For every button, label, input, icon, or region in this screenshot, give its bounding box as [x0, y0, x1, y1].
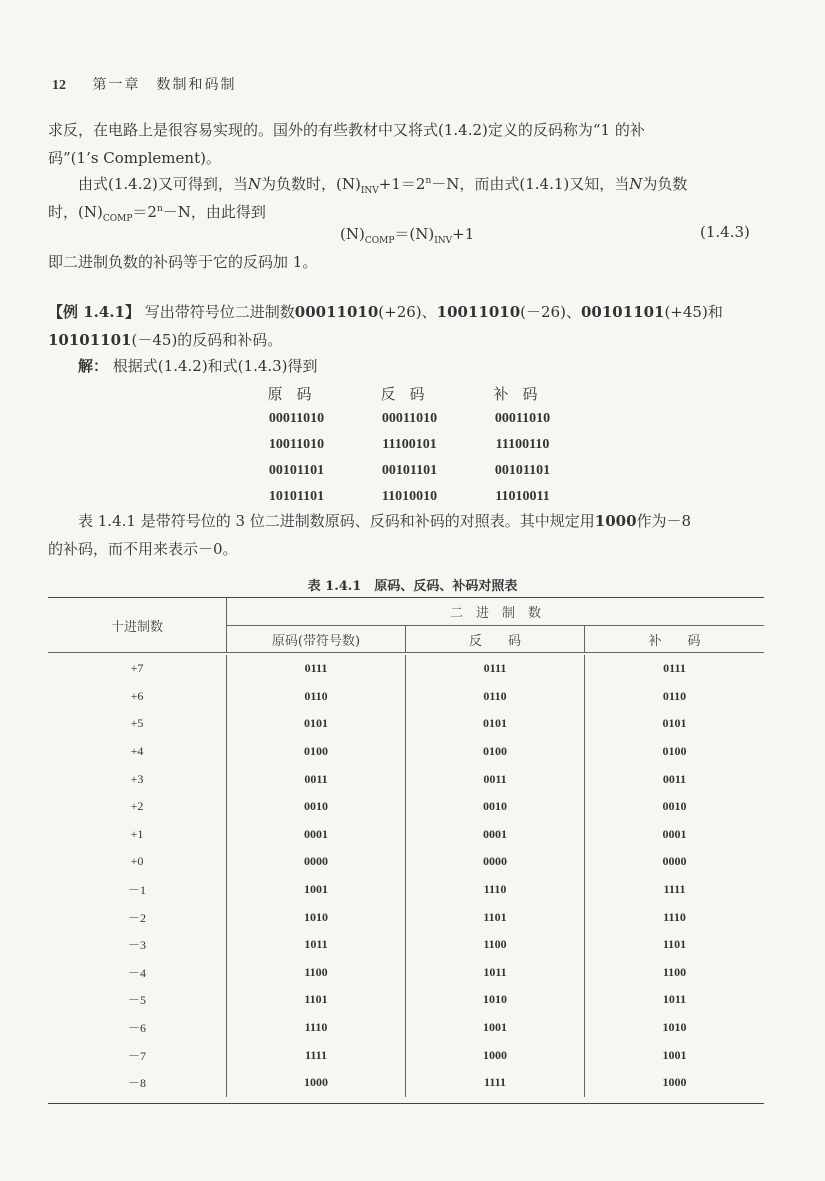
table-cell-binary: 0101 [662, 716, 687, 731]
example-table-cell: 11100101 [382, 437, 437, 452]
binary-number: 00011010 [294, 303, 379, 321]
table-cell-decimal: +5 [48, 710, 227, 738]
table-cell-decimal: －4 [48, 959, 227, 987]
paragraph-4: 即二进制负数的补码等于它的反码加 1。 [48, 253, 318, 271]
subscript-inv: INV [360, 186, 379, 196]
table-cell-binary: 0000 [662, 854, 687, 869]
table-cell-binary: 0011 [662, 771, 687, 786]
table-cell-binary: 1001 [662, 1047, 687, 1062]
paragraph-1 [48, 116, 768, 172]
table-cell-decimal: －7 [48, 1041, 227, 1069]
equation-number: (1.4.3) [700, 223, 750, 241]
text-run: 为负数时，(N) [261, 175, 361, 193]
table-cell-binary: 0101 [406, 710, 585, 738]
paragraph-5 [48, 507, 768, 535]
subscript-inv: INV [434, 236, 453, 246]
table-body [48, 652, 764, 1103]
example-table-cell: 00101101 [494, 463, 551, 478]
table-cell-decimal: +7 [48, 655, 227, 683]
example-header-cell: 原码 [267, 384, 326, 403]
table-cell-binary: 1101 [406, 903, 585, 931]
header-twos-complement: 补 码 [648, 633, 701, 649]
text-run: (+45)和 [664, 303, 723, 321]
table-cell-binary: 1100 [227, 959, 406, 987]
solution-label: 解： [78, 357, 109, 375]
table-cell-binary: 0111 [406, 655, 585, 683]
example-table-row [240, 406, 580, 432]
table-cell-binary: 0111 [227, 655, 406, 683]
table-cell-binary: 0000 [227, 848, 406, 876]
example-table-row [240, 432, 580, 458]
table-cell-binary: 0100 [227, 738, 406, 766]
table-cell-binary: 0110 [227, 683, 406, 711]
table-cell-binary: 1111 [663, 882, 686, 897]
table-cell-binary: 1110 [406, 876, 585, 904]
text-run: +1＝2 [378, 175, 426, 193]
paragraph-6: 的补码，而不用来表示－0。 [48, 540, 238, 558]
table-cell-binary: 0110 [662, 688, 687, 703]
running-head [52, 74, 236, 94]
table-cell-binary: 1010 [406, 986, 585, 1014]
binary-number: 1000 [594, 512, 637, 530]
header-subcolumns [227, 626, 764, 652]
table-cell-binary: 1000 [406, 1041, 585, 1069]
table-cell-decimal: －6 [48, 1014, 227, 1042]
example-table-cell: 00101101 [268, 463, 325, 478]
example-table-cell: 11010011 [495, 489, 550, 504]
table-cell-binary: 0000 [406, 848, 585, 876]
table-cell-decimal: －3 [48, 931, 227, 959]
table-cell-binary: 1011 [227, 931, 406, 959]
table-cell-binary: 0111 [663, 661, 686, 676]
table-cell-binary: 0011 [406, 765, 585, 793]
solution [48, 352, 768, 380]
header-binary: 二 进 制 数 [227, 598, 764, 626]
text-run: (－45)的反码和补码。 [131, 331, 283, 349]
text-run: 写出带符号位二进制数 [144, 303, 295, 321]
header-ones-complement: 反 码 [406, 626, 585, 652]
table-cell-binary: 0001 [662, 826, 687, 841]
table-cell-binary: 0110 [406, 683, 585, 711]
superscript-n: n [156, 204, 163, 214]
page-number: 12 [52, 78, 66, 93]
table-cell-decimal: +0 [48, 848, 227, 876]
text-run: ＝(N) [394, 225, 435, 243]
comparison-table [48, 597, 764, 1104]
table-cell-binary: 1010 [227, 903, 406, 931]
table-cell-binary: 0010 [662, 799, 687, 814]
table-cell-binary: 0101 [227, 710, 406, 738]
table-cell-binary: 1110 [227, 1014, 406, 1042]
table-cell-decimal: －8 [48, 1069, 227, 1097]
table-cell-binary: 1101 [662, 937, 687, 952]
example-table-cell: 00101101 [381, 463, 438, 478]
table-cell-binary: 1001 [406, 1014, 585, 1042]
example-table-cell: 00011010 [268, 411, 325, 426]
var-n: N [247, 175, 261, 193]
example-header-cell: 补码 [493, 384, 552, 403]
binary-number: 10011010 [436, 303, 521, 321]
text-run: 为负数 [642, 175, 688, 193]
example-table-header [240, 380, 580, 406]
table-cell-binary: 0001 [227, 821, 406, 849]
table-cell-binary: 0100 [406, 738, 585, 766]
table-header [48, 598, 764, 652]
table-caption: 表 1.4.1 原码、反码、补码对照表 [307, 579, 518, 594]
superscript-n: n [425, 176, 432, 186]
example-table-cell: 11010010 [381, 489, 438, 504]
text-run: 表 1.4.1 是带符号位的 3 位二进制数原码、反码和补码的对照表。其中规定用 [78, 512, 595, 530]
example-label: 【例 1.4.1】 [48, 303, 140, 321]
binary-number: 00101101 [580, 303, 665, 321]
paragraph-1-line-1: 求反，在电路上是很容易实现的。国外的有些教材中又将式(1.4.2)定义的反码称为“1 的补 [48, 121, 645, 139]
table-cell-binary: 1101 [227, 986, 406, 1014]
equation [340, 223, 474, 246]
example-table [240, 380, 580, 510]
var-n: N [629, 175, 643, 193]
header-sign-magnitude: 原码(带符号数) [227, 626, 406, 652]
table-cell-binary: 0010 [227, 793, 406, 821]
table-cell-decimal: +1 [48, 821, 227, 849]
example-table-row [240, 458, 580, 484]
table-cell-decimal: +3 [48, 765, 227, 793]
table-cell-decimal: －2 [48, 903, 227, 931]
table-cell-binary: 1000 [662, 1075, 687, 1090]
table-cell-decimal: －1 [48, 876, 227, 904]
text-run: +1 [452, 225, 475, 243]
example-header-cell: 反码 [380, 384, 439, 403]
table-cell-binary: 1111 [406, 1069, 585, 1097]
table-cell-decimal: +4 [48, 738, 227, 766]
header-decimal: 十进制数 [48, 598, 227, 653]
table-cell-binary: 1100 [662, 964, 687, 979]
table-cell-binary: 1110 [663, 909, 686, 924]
text-run: 作为－8 [636, 512, 692, 530]
text-run: 时，(N) [48, 203, 103, 221]
table-cell-binary: 1100 [406, 931, 585, 959]
subscript-comp: COMP [364, 236, 395, 246]
text-run: ＝2 [132, 203, 157, 221]
table-cell-binary: 1001 [227, 876, 406, 904]
text-run: 根据式(1.4.2)和式(1.4.3)得到 [112, 357, 318, 375]
example-statement [48, 298, 768, 354]
example-table-body [240, 406, 580, 510]
example-table-cell: 10011010 [268, 437, 325, 452]
binary-number: 10101101 [48, 331, 132, 349]
text-run: 由式(1.4.2)又可得到，当 [78, 175, 248, 193]
text-run: －N，由此得到 [162, 203, 266, 221]
text-run: (+26)、 [378, 303, 437, 321]
header-binary-group [227, 598, 764, 653]
example-table-cell: 00011010 [494, 411, 551, 426]
subscript-comp: COMP [102, 214, 133, 224]
chapter-title: 第一章 数制和码制 [92, 77, 237, 93]
table-bottom-rule [48, 1103, 764, 1104]
table-cell-binary: 1111 [227, 1041, 406, 1069]
table-cell-binary: 0011 [227, 765, 406, 793]
text-run: －N，而由式(1.4.1)又知，当 [431, 175, 630, 193]
example-table-cell: 10101101 [268, 489, 325, 504]
paragraph-1-line-2: 码”(1’s Complement)。 [48, 149, 221, 167]
table-cell-binary: 1000 [227, 1069, 406, 1097]
table-cell-decimal: +6 [48, 683, 227, 711]
table-cell-binary: 0010 [406, 793, 585, 821]
example-table-cell: 00011010 [381, 411, 438, 426]
table-cell-decimal: －5 [48, 986, 227, 1014]
table-cell-binary: 1011 [406, 959, 585, 987]
table-cell-binary: 0100 [662, 744, 687, 759]
table-cell-binary: 1010 [662, 1020, 687, 1035]
table-cell-binary: 1011 [662, 992, 687, 1007]
table-cell-binary: 0001 [406, 821, 585, 849]
example-table-cell: 11100110 [495, 437, 550, 452]
text-run: (－26)、 [520, 303, 581, 321]
text-run: (N) [340, 225, 365, 243]
table-cell-decimal: +2 [48, 793, 227, 821]
